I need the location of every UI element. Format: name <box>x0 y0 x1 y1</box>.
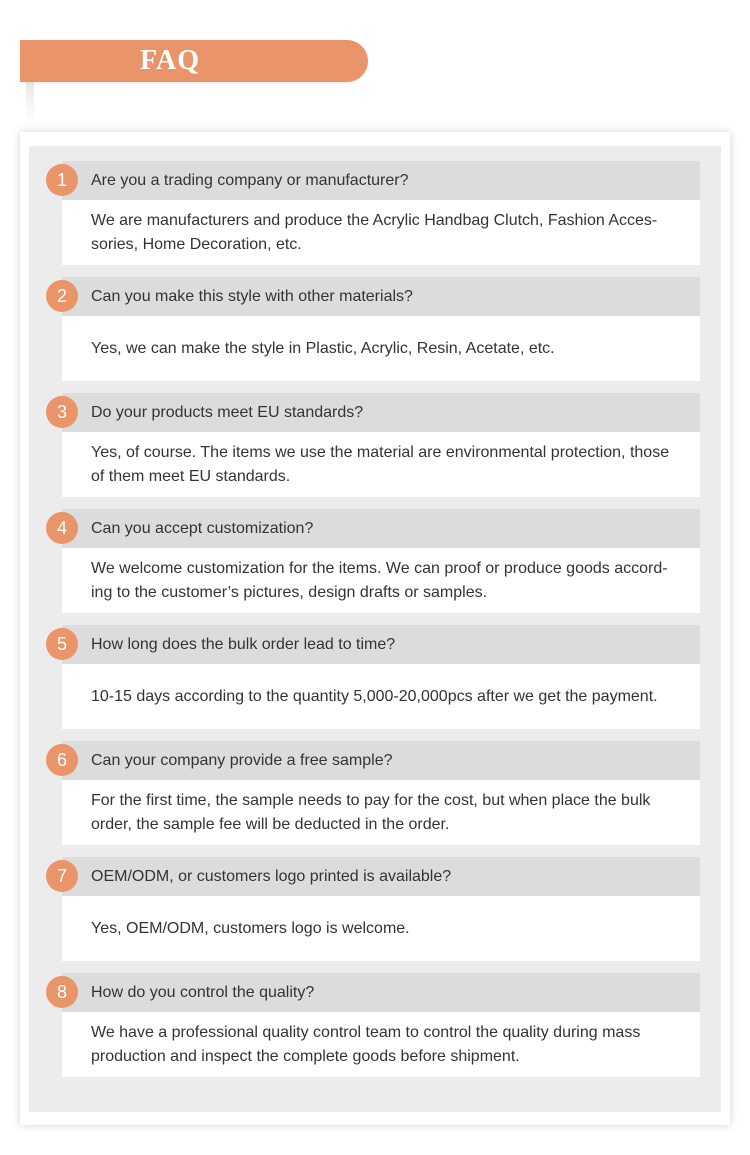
faq-banner <box>20 40 368 82</box>
answer-text: Yes, we can make the style in Plastic, Acrylic, Resin, Acetate, etc. <box>91 339 555 357</box>
question-text: Can you make this style with other materials? <box>91 288 413 305</box>
question-text: How do you control the quality? <box>91 984 315 1001</box>
question-text: Do your products meet EU standards? <box>91 404 364 421</box>
question-text: Are you a trading company or manufacturer? <box>91 172 409 189</box>
question-row <box>56 277 700 316</box>
answer-text: We have a professional quality control team to control the quality during mass production and inspect the complete goods before shipment. <box>91 1023 641 1065</box>
question-row <box>56 625 700 664</box>
faq-list <box>29 146 721 1112</box>
question-text: How long does the bulk order lead to time? <box>91 636 396 653</box>
question-number-badge: 6 <box>46 744 78 776</box>
answer-text: We are manufacturers and produce the Acrylic Handbag Clutch, Fashion Acces-sories, Home Decoration, etc. <box>91 211 658 253</box>
answer-box <box>62 316 700 381</box>
answer-box <box>62 432 700 497</box>
question-row <box>56 161 700 200</box>
question-row <box>56 973 700 1012</box>
question-number-badge: 7 <box>46 860 78 892</box>
answer-box <box>62 548 700 613</box>
answer-text: 10-15 days according to the quantity 5,000-20,000pcs after we get the payment. <box>91 687 658 705</box>
faq-card <box>20 132 730 1125</box>
question-row <box>56 393 700 432</box>
answer-box <box>62 896 700 961</box>
question-text: OEM/ODM, or customers logo printed is available? <box>91 868 452 885</box>
answer-text: For the first time, the sample needs to pay for the cost, but when place the bulk order, the sample fee will be deducted in the order. <box>91 791 651 833</box>
question-row <box>56 741 700 780</box>
answer-box <box>62 780 700 845</box>
question-text: Can you accept customization? <box>91 520 314 537</box>
question-number-badge: 8 <box>46 976 78 1008</box>
question-number-badge: 1 <box>46 164 78 196</box>
question-number-badge: 4 <box>46 512 78 544</box>
question-text: Can your company provide a free sample? <box>91 752 393 769</box>
faq-header <box>20 40 370 84</box>
question-row <box>56 509 700 548</box>
answer-box <box>62 1012 700 1077</box>
question-number-badge: 5 <box>46 628 78 660</box>
question-row <box>56 857 700 896</box>
question-number-badge: 2 <box>46 280 78 312</box>
answer-text: We welcome customization for the items. We can proof or produce goods accord-ing to the customer’s pictures, design drafts or samples. <box>91 559 668 601</box>
answer-text: Yes, of course. The items we use the material are environmental protection, those of them meet EU standards. <box>91 443 670 485</box>
answer-text: Yes, OEM/ODM, customers logo is welcome. <box>91 919 410 937</box>
question-number-badge: 3 <box>46 396 78 428</box>
answer-box <box>62 664 700 729</box>
page-title: FAQ <box>139 45 201 76</box>
answer-box <box>62 200 700 265</box>
